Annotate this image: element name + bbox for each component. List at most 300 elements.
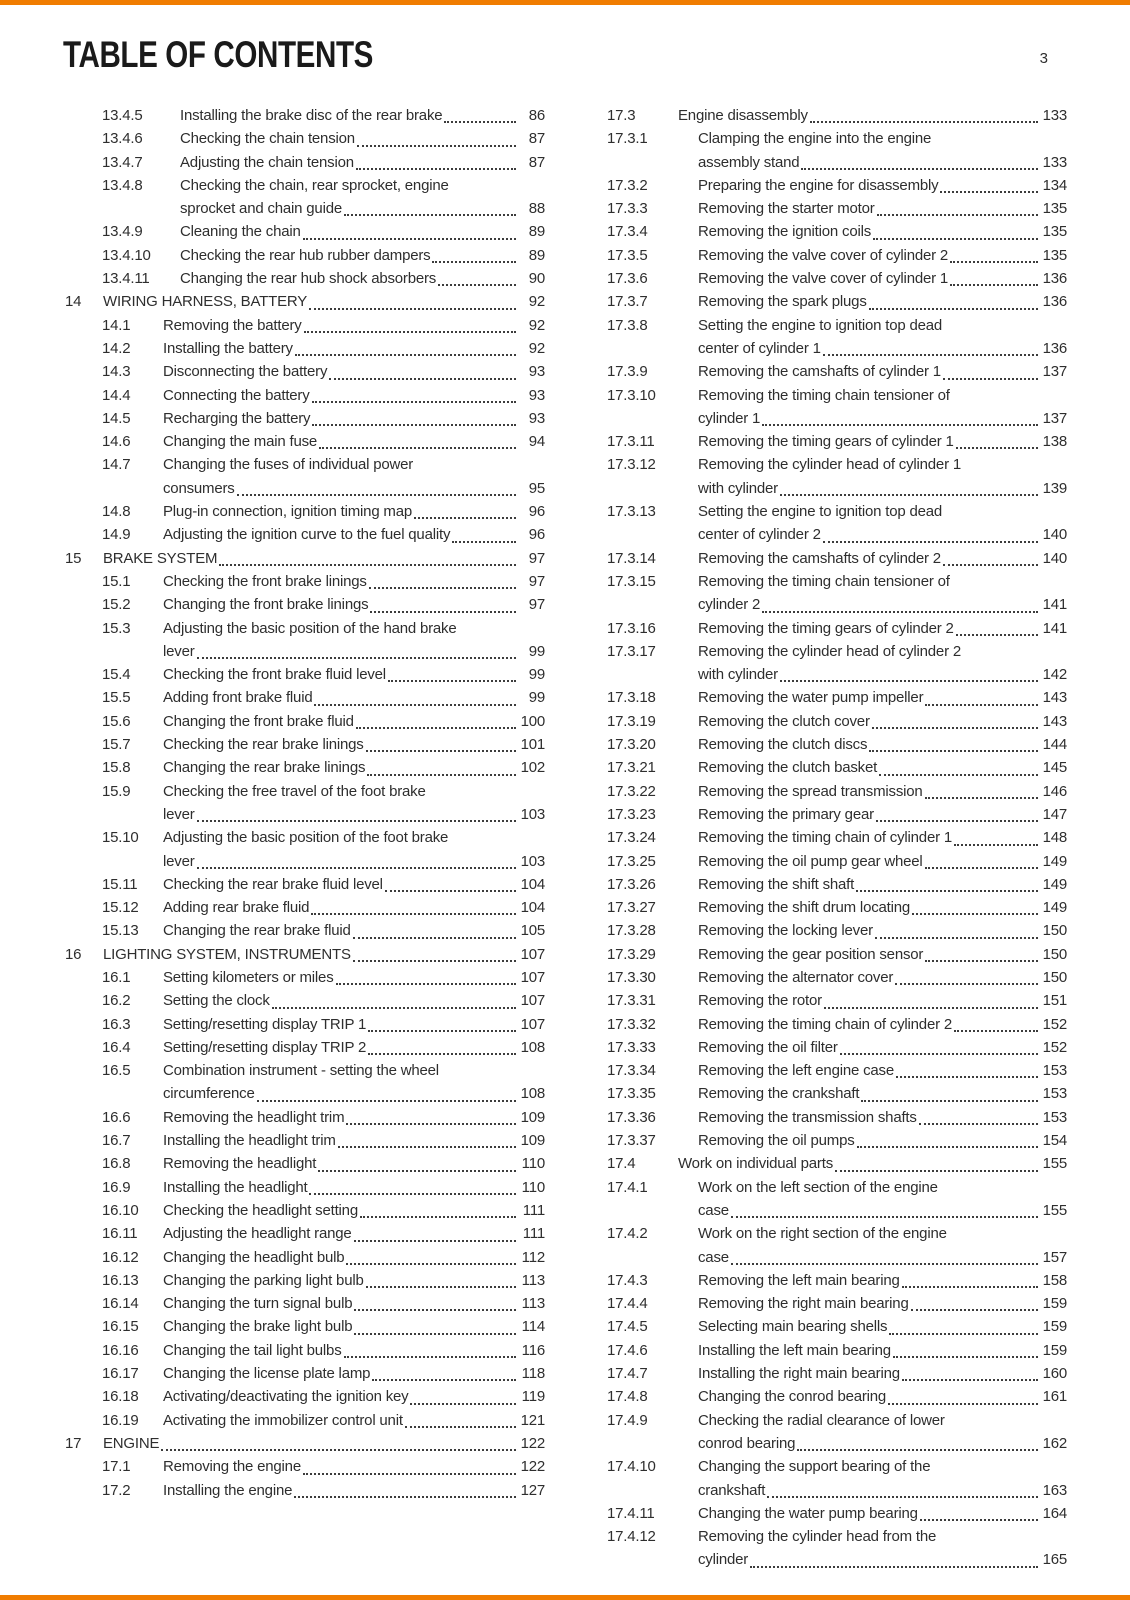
toc-column-left [65,104,545,1572]
toc-entry [607,1525,1067,1572]
toc-entry-title: Removing the oil pumps [698,1132,855,1150]
toc-entry-title: Removing the left main bearing [698,1271,900,1289]
dot-leader [877,214,1038,216]
toc-entry-line [698,570,1067,593]
toc-entry-body [698,1339,1067,1362]
toc-entry-number: 17.4.6 [607,1341,648,1359]
toc-entry [607,360,1067,383]
toc-entry-title: Checking the rear brake linings [163,736,364,754]
toc-entry-body [698,570,1067,617]
toc-entry-title: Changing the front brake fluid [163,712,354,730]
toc-entry-title: Changing the conrod bearing [698,1388,887,1406]
toc-entry-line [698,686,1067,709]
toc-entry [65,151,545,174]
dot-leader [452,541,516,543]
toc-entry [65,1339,545,1362]
toc-entry-page: 99 [528,689,545,707]
toc-entry-body [163,1339,545,1362]
toc-entry-page: 163 [1042,1481,1067,1499]
toc-entry-title: Adjusting the chain tension [180,153,354,171]
dot-leader [940,191,1038,193]
toc-entry-body [163,1222,545,1245]
toc-entry-body [678,104,1067,127]
toc-entry-line [698,1362,1067,1385]
toc-entry-page: 152 [1042,1038,1067,1056]
toc-entry-number: 17.4 [607,1155,636,1173]
toc-entry [65,1246,545,1269]
toc-entry-page: 109 [520,1132,545,1150]
toc-entry-page: 127 [520,1481,545,1499]
toc-entry [607,104,1067,127]
toc-entry-title: Checking the front brake fluid level [163,666,386,684]
toc-entry-line [698,1479,1067,1502]
toc-entry-line [698,1292,1067,1315]
toc-entry-page: 94 [528,433,545,451]
toc-entry-title: assembly stand [698,153,800,171]
toc-entry-page: 121 [520,1411,545,1429]
toc-entry-page: 149 [1042,899,1067,917]
toc-entry-number: 14.4 [102,386,131,404]
toc-entry [65,384,545,407]
dot-leader [197,820,516,822]
toc-entry-line [698,756,1067,779]
toc-entry [65,1269,545,1292]
toc-entry-line [698,1129,1067,1152]
toc-entry-body [163,1315,545,1338]
dot-leader [311,913,516,915]
dot-leader [338,1146,516,1148]
toc-entry-line [698,1246,1067,1269]
toc-entry-line [180,244,545,267]
toc-entry [65,1036,545,1059]
toc-entry-body [103,943,545,966]
toc-entry-body [698,244,1067,267]
toc-entry-body [163,1013,545,1036]
toc-entry-body [163,826,545,873]
toc-entry-title: Removing the camshafts of cylinder 1 [698,363,941,381]
toc-entry-body [698,1106,1067,1129]
toc-entry-line [698,850,1067,873]
toc-entry-page: 97 [528,596,545,614]
toc-entry-page: 151 [1042,992,1067,1010]
toc-entry-number: 13.4.7 [102,153,143,171]
toc-entry-number: 15.1 [102,572,131,590]
toc-entry-title: Removing the crankshaft [698,1085,860,1103]
toc-entry-title: Changing the license plate lamp [163,1365,371,1383]
toc-entry-title: BRAKE SYSTEM [103,549,218,567]
toc-entry-number: 17.3.20 [607,736,656,754]
toc-entry-line [180,220,545,243]
toc-entry [607,989,1067,1012]
toc-entry-body [698,989,1067,1012]
toc-entry [607,1339,1067,1362]
toc-entry-title: Removing the locking lever [698,922,873,940]
toc-entry [607,430,1067,453]
toc-entry-number: 16.8 [102,1155,131,1173]
toc-entry-body [698,1362,1067,1385]
toc-entry-number: 17.4.8 [607,1388,648,1406]
toc-entry-line [163,407,545,430]
toc-entry-title: Changing the rear brake linings [163,759,366,777]
toc-entry-title: Preparing the engine for disassembly [698,176,939,194]
dot-leader [912,913,1038,915]
toc-entry-number: 15.12 [102,899,139,917]
toc-entry-number: 17.3 [607,107,636,124]
toc-entry [65,244,545,267]
toc-entry-body [163,1036,545,1059]
toc-entry-page: 105 [520,922,545,940]
toc-entry-body [698,1385,1067,1408]
toc-entry-line [163,780,545,803]
toc-entry-line [698,593,1067,616]
toc-entry-page: 141 [1042,619,1067,637]
dot-leader [344,214,516,216]
toc-entry [607,873,1067,896]
toc-entry-title: Work on individual parts [678,1155,833,1173]
toc-entry-line [698,873,1067,896]
toc-entry-line [163,896,545,919]
dot-leader [956,634,1038,636]
toc-entry-line [163,1106,545,1129]
toc-entry [607,220,1067,243]
toc-entry [607,1222,1067,1269]
dot-leader [405,1426,516,1428]
toc-entry-number: 17.4.10 [607,1458,656,1476]
toc-entry-title: Changing the rear hub shock absorbers [180,270,437,288]
toc-entry-body [163,966,545,989]
toc-entry-page: 138 [1042,433,1067,451]
toc-entry-body [163,756,545,779]
toc-entry-line [163,663,545,686]
toc-entry-title: Activating the immobilizer control unit [163,1411,403,1429]
toc-entry-body [163,1269,545,1292]
toc-entry [65,966,545,989]
dot-leader [257,1100,516,1102]
toc-entry-body [163,1106,545,1129]
toc-entry-body [163,384,545,407]
toc-entry-page: 108 [520,1038,545,1056]
toc-entry [65,873,545,896]
toc-entry-number: 17.3.27 [607,899,656,917]
toc-entry [607,453,1067,500]
toc-entry-number: 15.13 [102,922,139,940]
dot-leader [856,890,1038,892]
toc-entry-line [163,384,545,407]
toc-entry-body [698,780,1067,803]
dot-leader [318,1170,516,1172]
toc-entry-number: 16.10 [102,1201,139,1219]
toc-entry-title: Removing the gear position sensor [698,945,924,963]
toc-entry-number: 14.3 [102,363,131,381]
toc-entry-body [163,780,545,827]
toc-entry-page: 141 [1042,596,1067,614]
toc-entry-line [698,1176,1067,1199]
toc-entry-title: Connecting the battery [163,386,310,404]
toc-entry-page: 142 [1042,666,1067,684]
toc-entry-number: 17.4.9 [607,1411,648,1429]
toc-entry-body [698,1082,1067,1105]
toc-entry-page: 136 [1042,293,1067,311]
toc-entry-number: 17.3.7 [607,293,648,311]
toc-entry-line [163,1246,545,1269]
toc-entry-body [698,1502,1067,1525]
toc-entry-title: with cylinder [698,479,778,497]
toc-entry-number: 17.2 [102,1481,131,1499]
toc-entry-title: center of cylinder 1 [698,339,821,357]
toc-entry [607,267,1067,290]
toc-entry-line [163,1036,545,1059]
toc-entry-title: Installing the right main bearing [698,1365,900,1383]
toc-entry-page: 145 [1042,759,1067,777]
toc-entry-line [163,1129,545,1152]
dot-leader [950,261,1038,263]
toc-entry-title: Checking the rear hub rubber dampers [180,246,431,264]
toc-entry-page: 153 [1042,1085,1067,1103]
toc-entry-number: 16.7 [102,1132,131,1150]
dot-leader [902,1379,1038,1381]
toc-entry [65,360,545,383]
toc-entry-page: 122 [520,1434,545,1452]
toc-entry-title: Removing the timing gears of cylinder 2 [698,619,954,637]
toc-entry-line [103,290,545,313]
toc-entry-body [163,1176,545,1199]
toc-entry-page: 159 [1042,1295,1067,1313]
toc-entry-page: 136 [1042,270,1067,288]
dot-leader [368,1030,516,1032]
toc-entry-body [163,1059,545,1106]
dot-leader [346,1263,516,1265]
toc-entry-number: 16.1 [102,968,131,986]
toc-entry-number: 17.3.16 [607,619,656,637]
toc-entry [607,1013,1067,1036]
toc-entry-title: Checking the chain, rear sprocket, engine [180,176,449,194]
toc-entry-page: 137 [1042,409,1067,427]
toc-entry-title: Changing the support bearing of the [698,1458,931,1476]
toc-entry-title: Changing the turn signal bulb [163,1295,353,1313]
toc-entry-title: consumers [163,479,235,497]
toc-entry-number: 16.17 [102,1365,139,1383]
toc-entry [65,547,545,570]
dot-leader [370,611,516,613]
toc-entry-line [163,710,545,733]
toc-entry [607,1315,1067,1338]
toc-entry-body [163,1385,545,1408]
toc-entry [65,570,545,593]
toc-entry-body [163,1152,545,1175]
toc-entry-line [698,733,1067,756]
toc-entry-number: 17.3.28 [607,922,656,940]
toc-entry-body [180,174,545,221]
toc-entry-title: Installing the headlight [163,1178,308,1196]
toc-entry-number: 13.4.8 [102,176,143,194]
dot-leader [312,424,516,426]
dot-leader [950,284,1038,286]
toc-entry-line [180,104,545,127]
dot-leader [835,1170,1038,1172]
toc-entry-body [163,314,545,337]
toc-entry-number: 14.7 [102,456,131,474]
dot-leader [197,657,516,659]
toc-entry [607,896,1067,919]
toc-entry-page: 147 [1042,805,1067,823]
dot-leader [780,494,1038,496]
toc-entry-body [698,1525,1067,1572]
toc-entry-line [698,943,1067,966]
toc-entry-title: crankshaft [698,1481,766,1499]
toc-entry [65,593,545,616]
toc-entry-number: 15.11 [102,875,138,893]
toc-entry [607,850,1067,873]
toc-entry-page: 104 [520,875,545,893]
toc-entry [607,686,1067,709]
dot-leader [943,378,1038,380]
toc-entry [607,756,1067,779]
toc-entry-body [163,710,545,733]
dot-leader [879,774,1038,776]
toc-entry-title: Adjusting the ignition curve to the fuel quality [163,526,451,544]
toc-entry-line [163,430,545,453]
toc-entry [65,407,545,430]
toc-entry-number: 14.8 [102,503,131,521]
toc-entry-line [163,523,545,546]
dot-leader [354,1309,516,1311]
toc-entry [607,384,1067,431]
toc-entry [607,1129,1067,1152]
dot-leader [872,727,1038,729]
dot-leader [925,704,1038,706]
toc-entry-line [180,127,545,150]
toc-entry-title: Removing the valve cover of cylinder 1 [698,270,949,288]
toc-entry-number: 15.3 [102,619,131,637]
toc-entry [607,1362,1067,1385]
dot-leader [731,1216,1038,1218]
toc-entry-body [163,919,545,942]
toc-entry-title: Removing the left engine case [698,1062,894,1080]
toc-entry-body [163,1246,545,1269]
toc-entry-title: Engine disassembly [678,107,808,124]
toc-entry-number: 17.3.25 [607,852,656,870]
toc-entry-title: Setting the clock [163,992,270,1010]
toc-entry-line [698,1036,1067,1059]
toc-entry-title: Removing the transmission shafts [698,1108,917,1126]
toc-entry-number: 17.4.5 [607,1318,648,1336]
toc-entry-line [698,1455,1067,1478]
toc-entry-number: 16.16 [102,1341,139,1359]
toc-entry-number: 17.3.36 [607,1108,656,1126]
toc-entry-body [698,850,1067,873]
toc-entry-page: 92 [528,293,545,311]
dot-leader [954,844,1038,846]
toc-entry-line [698,290,1067,313]
toc-entry-line [698,384,1067,407]
toc-entry-number: 17.3.12 [607,456,656,474]
toc-entry-line [180,174,545,197]
toc-entry-body [698,756,1067,779]
toc-entry-line [698,337,1067,360]
toc-entry-body [163,430,545,453]
toc-entry [65,337,545,360]
toc-entry-body [698,1315,1067,1338]
dot-leader [272,1007,516,1009]
toc-entry-line [698,127,1067,150]
toc-entry-title: cylinder 1 [698,409,761,427]
toc-entry-number: 17 [65,1434,82,1452]
toc-entry-number: 16.5 [102,1062,131,1080]
toc-entry-line [698,1502,1067,1525]
toc-entry-title: Setting/resetting display TRIP 1 [163,1015,367,1033]
toc-entry-line [163,453,545,476]
toc-entry-number: 16.19 [102,1411,139,1429]
toc-entry-number: 14.2 [102,339,131,357]
toc-entry [607,197,1067,220]
toc-entry [607,1059,1067,1082]
toc-entry-page: 148 [1042,829,1067,847]
toc-entry-line [698,1409,1067,1432]
toc-entry-number: 17.4.3 [607,1271,648,1289]
toc-entry-number: 15.9 [102,782,131,800]
toc-entry-page: 96 [528,503,545,521]
toc-entry-title: Removing the primary gear [698,805,874,823]
toc-entry [65,314,545,337]
toc-entry-title: Removing the headlight [163,1155,317,1173]
toc-entry-line [678,1152,1067,1175]
toc-entry-title: case [698,1248,729,1266]
dot-leader [309,308,516,310]
dot-leader [893,1356,1038,1358]
toc-entry-body [163,360,545,383]
toc-entry-page: 159 [1042,1341,1067,1359]
toc-entry-page: 114 [521,1318,545,1336]
toc-entry-title: Removing the rotor [698,992,822,1010]
toc-entry-title: Adding front brake fluid [163,689,313,707]
toc-entry-number: 17.3.2 [607,176,648,194]
toc-entry-number: 17.3.29 [607,945,656,963]
toc-entry-page: 136 [1042,339,1067,357]
dot-leader [432,261,516,263]
toc-entry-number: 17.3.8 [607,316,648,334]
toc-entry [65,1479,545,1502]
toc-entry-title: Installing the engine [163,1481,293,1499]
toc-entry-body [698,803,1067,826]
toc-entry-title: Removing the oil pump gear wheel [698,852,923,870]
toc-entry-page: 164 [1042,1504,1067,1522]
toc-entry-line [698,1082,1067,1105]
dot-leader [346,1123,516,1125]
toc-entry-title: Removing the spark plugs [698,293,867,311]
toc-entry-body [698,290,1067,313]
toc-entry-page: 155 [1042,1201,1067,1219]
toc-entry-number: 17.4.12 [607,1528,656,1546]
toc-entry-number: 16.6 [102,1108,131,1126]
toc-entry [65,617,545,664]
toc-entry-title: Adding rear brake fluid [163,899,310,917]
toc-entry-page: 104 [520,899,545,917]
toc-entry [607,1082,1067,1105]
toc-entry-line [163,337,545,360]
toc-entry-page: 111 [522,1225,545,1243]
dot-leader [873,238,1038,240]
bottom-accent-bar [0,1595,1130,1600]
toc-entry-line [698,1525,1067,1548]
toc-entry [607,966,1067,989]
toc-entry-body [163,1409,545,1432]
toc-entry [65,290,545,313]
toc-entry-title: Removing the battery [163,316,302,334]
toc-entry-body [698,500,1067,547]
dot-leader [304,331,516,333]
toc-entry-page: 119 [521,1388,545,1406]
toc-entry-title: Removing the valve cover of cylinder 2 [698,246,949,264]
